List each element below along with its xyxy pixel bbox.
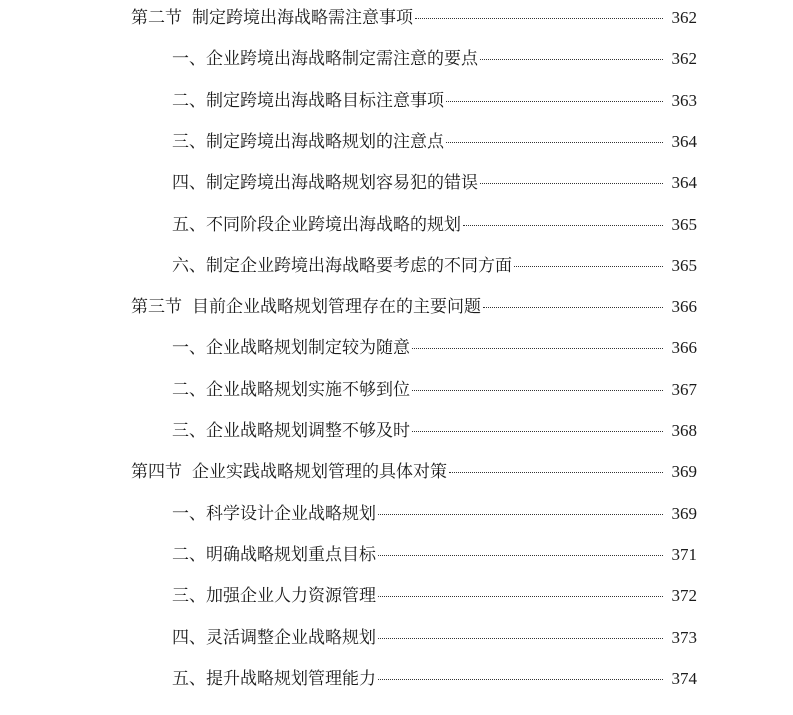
toc-subsection-entry[interactable] [0, 215, 793, 235]
toc-entry-title [172, 91, 444, 111]
toc-entry-title [172, 256, 512, 276]
toc-dot-leader [412, 390, 663, 391]
toc-section-entry[interactable] [0, 8, 793, 28]
toc-page-number: 371 [671, 545, 697, 564]
toc-subsection-entry[interactable] [0, 338, 793, 358]
toc-entry-title [131, 462, 447, 482]
toc-section-entry[interactable] [0, 462, 793, 482]
toc-subsection-entry[interactable] [0, 91, 793, 111]
toc-entry-title [172, 173, 478, 193]
toc-entry-title [172, 380, 410, 400]
toc-dot-leader [415, 18, 663, 19]
toc-dot-leader [378, 638, 663, 639]
toc-subsection-entry[interactable] [0, 628, 793, 648]
toc-subsection-entry[interactable] [0, 49, 793, 69]
toc-page-number: 365 [671, 256, 697, 275]
toc-page-number: 373 [671, 628, 697, 647]
toc-subsection-entry[interactable] [0, 173, 793, 193]
toc-page-number: 363 [671, 91, 697, 110]
toc-dot-leader [463, 225, 663, 226]
toc-page-number: 366 [671, 338, 697, 357]
toc-entry-title [172, 504, 376, 524]
toc-entry-text: 三、制定跨境出海战略规划的注意点 [172, 132, 444, 152]
toc-page-number: 374 [671, 669, 697, 688]
toc-entry-text: 企业实践战略规划管理的具体对策 [192, 462, 447, 482]
toc-entry-title [172, 586, 376, 606]
toc-dot-leader [446, 101, 663, 102]
toc-entry-text: 五、不同阶段企业跨境出海战略的规划 [172, 215, 461, 235]
toc-page-number: 369 [671, 504, 697, 523]
toc-entry-text: 四、灵活调整企业战略规划 [172, 628, 376, 648]
toc-section-number: 第四节 [131, 462, 182, 482]
toc-entry-title [172, 669, 376, 689]
toc-page-number: 362 [671, 49, 697, 68]
toc-page-number: 366 [671, 297, 697, 316]
toc-entry-text: 四、制定跨境出海战略规划容易犯的错误 [172, 173, 478, 193]
toc-entry-text: 三、加强企业人力资源管理 [172, 586, 376, 606]
toc-entry-text: 六、制定企业跨境出海战略要考虑的不同方面 [172, 256, 512, 276]
toc-section-entry[interactable] [0, 297, 793, 317]
toc-subsection-entry[interactable] [0, 545, 793, 565]
toc-page-number: 369 [671, 462, 697, 481]
toc-entry-text: 二、明确战略规划重点目标 [172, 545, 376, 565]
toc-page-number: 362 [671, 8, 697, 27]
toc-page-number: 364 [671, 132, 697, 151]
toc-dot-leader [514, 266, 663, 267]
toc-page-number: 365 [671, 215, 697, 234]
toc-subsection-entry[interactable] [0, 132, 793, 152]
toc-entry-title [172, 338, 410, 358]
toc-section-number: 第三节 [131, 297, 182, 317]
toc-dot-leader [412, 348, 663, 349]
toc-dot-leader [480, 59, 663, 60]
toc-dot-leader [378, 679, 663, 680]
toc-dot-leader [480, 183, 663, 184]
toc-dot-leader [412, 431, 663, 432]
toc-subsection-entry[interactable] [0, 380, 793, 400]
toc-subsection-entry[interactable] [0, 256, 793, 276]
toc-entry-text: 五、提升战略规划管理能力 [172, 669, 376, 689]
toc-entry-title [172, 215, 461, 235]
toc-page-number: 364 [671, 173, 697, 192]
toc-entry-text: 一、企业战略规划制定较为随意 [172, 338, 410, 358]
toc-entry-text: 制定跨境出海战略需注意事项 [192, 8, 413, 28]
toc-subsection-entry[interactable] [0, 669, 793, 689]
toc-dot-leader [378, 555, 663, 556]
toc-page-number: 367 [671, 380, 697, 399]
toc-entry-title [172, 628, 376, 648]
toc-entry-title [172, 421, 410, 441]
toc-entry-title [131, 8, 413, 28]
toc-dot-leader [483, 307, 663, 308]
toc-entry-title [131, 297, 481, 317]
toc-subsection-entry[interactable] [0, 504, 793, 524]
toc-entry-text: 一、科学设计企业战略规划 [172, 504, 376, 524]
toc-dot-leader [378, 514, 663, 515]
toc-page-number: 368 [671, 421, 697, 440]
toc-entry-text: 三、企业战略规划调整不够及时 [172, 421, 410, 441]
toc-entry-text: 二、制定跨境出海战略目标注意事项 [172, 91, 444, 111]
toc-entry-text: 目前企业战略规划管理存在的主要问题 [192, 297, 481, 317]
toc-entry-title [172, 545, 376, 565]
toc-section-number: 第二节 [131, 8, 182, 28]
toc-entry-title [172, 49, 478, 69]
toc-page-number: 372 [671, 586, 697, 605]
toc-entry-text: 二、企业战略规划实施不够到位 [172, 380, 410, 400]
toc-dot-leader [449, 472, 663, 473]
toc-entry-title [172, 132, 444, 152]
toc-dot-leader [446, 142, 663, 143]
toc-dot-leader [378, 596, 663, 597]
toc-subsection-entry[interactable] [0, 586, 793, 606]
toc-entry-text: 一、企业跨境出海战略制定需注意的要点 [172, 49, 478, 69]
toc-subsection-entry[interactable] [0, 421, 793, 441]
